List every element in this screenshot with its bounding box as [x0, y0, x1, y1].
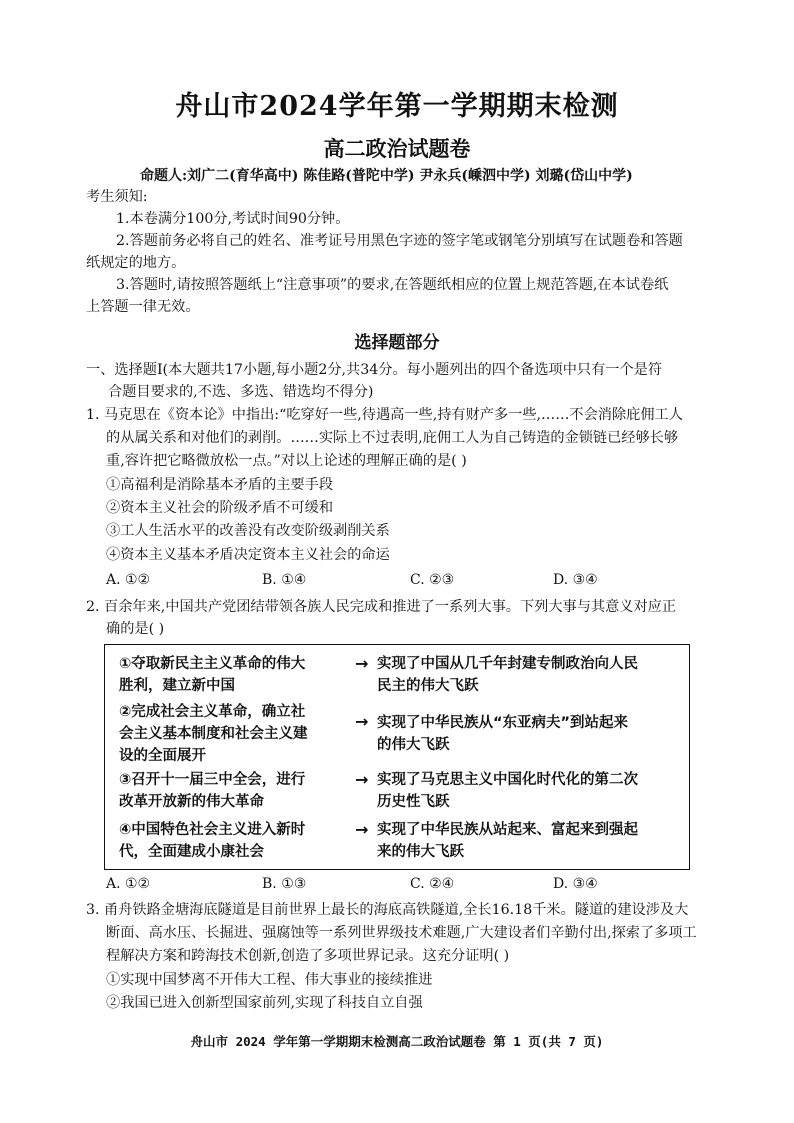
q1-stem-line-2: 的从属关系和对他们的剥削。……实际上不过表明,庇佣工人为自己铸造的金锁链已经够长够: [106, 430, 679, 446]
q1-statement-3: ③工人生活水平的改善没有改变阶级剥削关系: [106, 523, 390, 539]
q3-statement-1: ①实现中国梦离不开伟大工程、伟大事业的接续推进: [106, 972, 433, 988]
q3-stem-line-3: 程解决方案和跨海技术创新,创造了多项世界记录。这充分证明( ): [106, 948, 510, 964]
notice-heading: 考生须知:: [86, 189, 148, 205]
q3-stem-line-1: 3. 甬舟铁路金塘海底隧道是目前世界上最长的海底高铁隧道,全长16.18千米。隧道的建设涉及大: [86, 902, 689, 918]
q1-option-d: D. ③④: [553, 572, 598, 588]
q2-event-1: ①夺取新民主主义革命的伟大 胜利，建立新中国: [119, 656, 306, 694]
q1-stem-line-3: 重,容许把它略微放松一点。”对以上论述的理解正确的是( ): [106, 453, 467, 469]
q2-stem-line-1: 2. 百余年来,中国共产党团结带领各族人民完成和推进了一系列大事。下列大事与其意义对应正: [86, 599, 677, 615]
q2-stem-line-2: 确的是( ): [106, 621, 165, 637]
exam-subtitle: 高二政治试题卷: [323, 136, 471, 161]
q1-statement-4: ④资本主义基本矛盾决定资本主义社会的命运: [106, 547, 390, 563]
section-title: 选择题部分: [354, 333, 440, 353]
notice-item-3-line-2: 上答题一律无效。: [86, 299, 200, 315]
arrow-right-icon: →: [355, 654, 369, 673]
q1-stem-line-1: 1. 马克思在《资本论》中指出:“吃穿好一些,待遇高一些,持有财产多一些,……不会消除庇佣工人: [86, 407, 683, 423]
q2-event-4: ④中国特色社会主义进入新时 代，全面建成小康社会: [119, 822, 306, 860]
q3-statement-2: ②我国已进入创新型国家前列,实现了科技自立自强: [106, 995, 423, 1011]
authors-line: 命题人:刘广二(育华高中) 陈佳路(普陀中学) 尹永兵(嵊泗中学) 刘璐(岱山中学): [140, 168, 633, 184]
q1-statement-2: ②资本主义社会的阶级矛盾不可缓和: [106, 500, 334, 516]
exam-title: 舟山市2024学年第一学期期末检测: [175, 91, 619, 122]
arrow-right-icon: →: [355, 712, 369, 731]
q1-option-a: A. ①②: [106, 572, 151, 588]
q1-option-c: C. ②③: [410, 572, 455, 588]
notice-item-1: 1.本卷满分100分,考试时间90分钟。: [116, 211, 350, 227]
q2-option-d: D. ③④: [553, 876, 598, 892]
q1-statement-1: ①高福利是消除基本矛盾的主要手段: [106, 477, 334, 493]
section-intro-line-2: 合题目要求的,不选、多选、错选均不得分): [108, 384, 374, 400]
q2-event-3: ③召开十一届三中全会，进行 改革开放新的伟大革命: [119, 772, 306, 810]
q2-option-c: C. ②④: [410, 876, 455, 892]
notice-item-3-line-1: 3.答题时,请按照答题纸上“注意事项”的要求,在答题纸相应的位置上规范答题,在本试卷纸: [116, 277, 669, 293]
q2-option-a: A. ①②: [106, 876, 151, 892]
q1-option-b: B. ①④: [262, 572, 307, 588]
q3-stem-line-2: 断面、高水压、长掘进、强腐蚀等一系列世界级技术难题,广大建设者们辛勤付出,探索了多项工: [106, 925, 697, 941]
q2-option-b: B. ①③: [262, 876, 307, 892]
arrow-right-icon: →: [355, 770, 369, 789]
section-intro-line-1: 一、选择题Ⅰ(本大题共17小题,每小题2分,共34分。每小题列出的四个备选项中只有一个是符: [86, 362, 663, 378]
q2-meaning-1: 实现了中国从几千年封建专制政治向人民 民主的伟大飞跃: [377, 656, 638, 694]
arrow-right-icon: →: [355, 820, 369, 839]
q2-meaning-2: 实现了中华民族从“东亚病夫”到站起来 的伟大飞跃: [377, 715, 629, 753]
notice-item-2-line-1: 2.答题前务必将自己的姓名、准考证号用黑色字迹的签字笔或钢笔分别填写在试题卷和答题: [116, 233, 683, 249]
q2-event-2: ②完成社会主义革命，确立社 会主义基本制度和社会主义建 设的全面展开: [119, 704, 308, 764]
q2-events-table: [104, 644, 690, 870]
q2-meaning-4: 实现了中华民族从站起来、富起来到强起 来的伟大飞跃: [377, 822, 638, 860]
q2-meaning-3: 实现了马克思主义中国化时代化的第二次 历史性飞跃: [377, 772, 638, 810]
page-footer: 舟山市 2024 学年第一学期期末检测高二政治试题卷 第 1 页(共 7 页): [190, 1034, 604, 1049]
notice-item-2-line-2: 纸规定的地方。: [86, 255, 186, 271]
